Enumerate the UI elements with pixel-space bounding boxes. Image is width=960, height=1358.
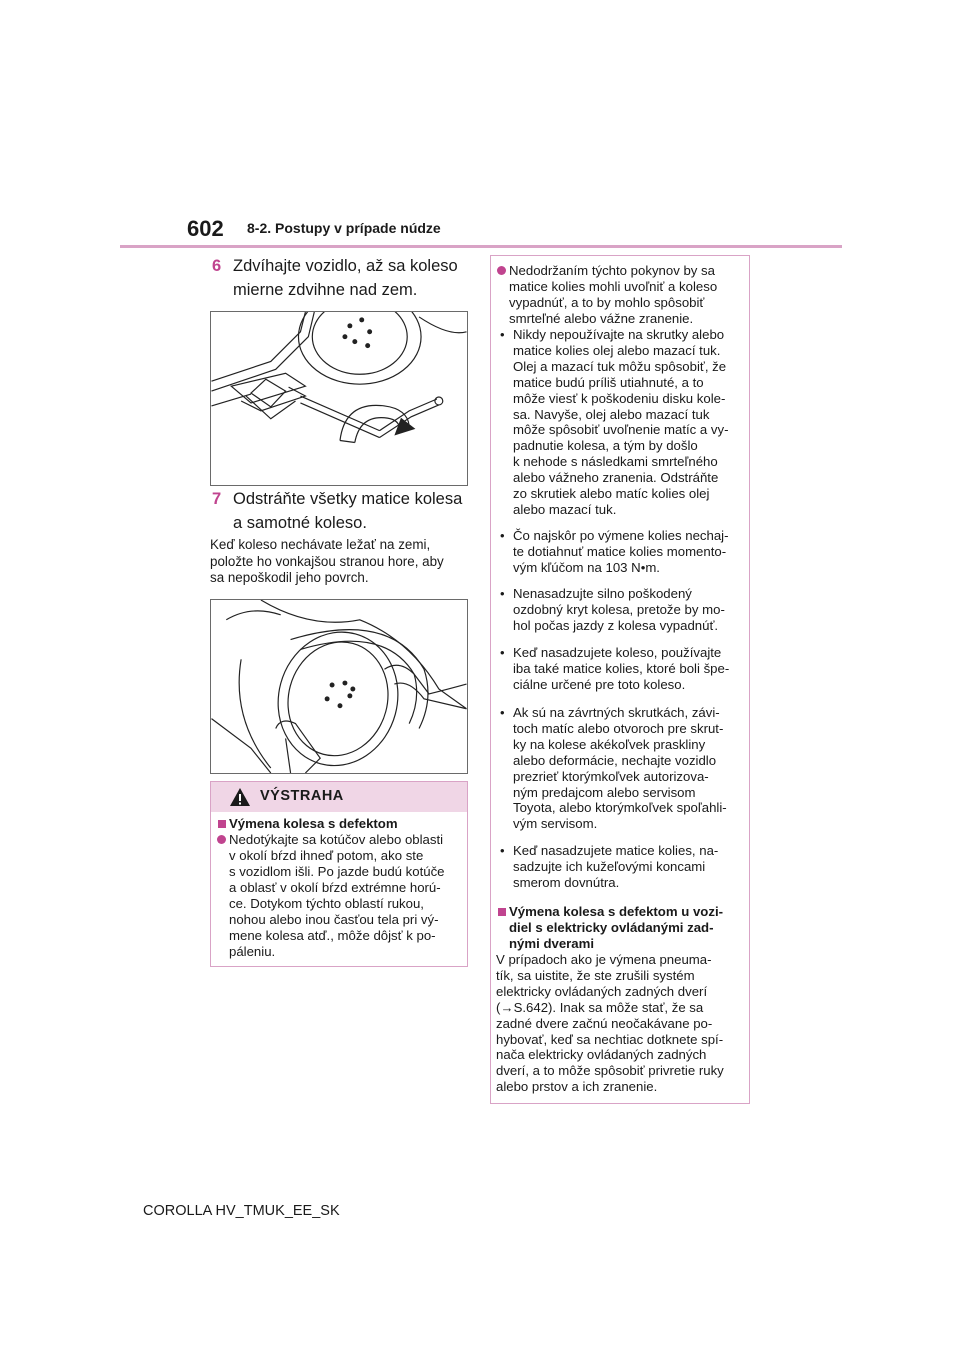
text-line: Nedodržaním týchto pokynov by sa <box>509 263 715 278</box>
text-line: zadné dvere začnú neočakávane po- <box>496 1015 713 1031</box>
text-line: elektricky ovládaných zadných dverí <box>496 983 708 999</box>
text-line: sadzujte ich kužeľovými koncami <box>513 858 706 874</box>
warning-title: VÝSTRAHA <box>260 788 344 804</box>
text-line: ozdobný kryt kolesa, pretože by mo- <box>513 601 725 617</box>
step-7-line: Odstráňte všetky matice kolesa <box>233 490 463 508</box>
note-line: položte ho vonkajšou stranou hore, aby <box>210 553 444 569</box>
jack-illustration <box>210 311 468 486</box>
section-heading-line: Výmena kolesa s defektom u vozi- <box>509 904 724 919</box>
wheel-removal-drawing <box>211 600 467 773</box>
text-line: hybovať, keď sa nechtiac dotknete spí- <box>496 1031 724 1047</box>
list-bullet: • <box>500 528 505 543</box>
note-line: Keď koleso nechávate ležať na zemi, <box>210 537 431 552</box>
text-line: Olej a mazací tuk môžu spôsobiť, že <box>513 358 727 374</box>
text-line: alebo mazací tuk. <box>513 501 617 517</box>
step-7-number: 7 <box>212 490 222 508</box>
warning-line: v okolí bŕzd ihneď potom, ako ste <box>229 848 424 863</box>
text-line: toch matíc alebo otvoroch pre skrut- <box>513 720 724 736</box>
step-6-number: 6 <box>212 257 222 275</box>
list-bullet: • <box>500 705 505 720</box>
text-line: alebo deformácie, nechajte vozidlo <box>513 752 717 768</box>
warning-content <box>216 816 466 966</box>
text-line: smerom dovnútra. <box>513 874 620 890</box>
list-bullet: • <box>500 645 505 660</box>
warning-line: nohou alebo inou časťou tela pri vý- <box>229 912 439 927</box>
page-number: 602 <box>187 216 224 241</box>
square-bullet-icon <box>218 820 226 828</box>
text-line: matice budú príliš utiahnuté, a to <box>513 374 704 390</box>
text-line: alebo vážneho zranenia. Odstráňte <box>513 470 719 486</box>
section-heading-line: diel s elektricky ovládanými zad- <box>509 919 714 935</box>
warning-heading: Výmena kolesa s defektom <box>229 816 398 831</box>
step-7 <box>212 488 472 534</box>
cross-reference-link[interactable]: (→S.642). Inak sa môže stať, že sa <box>496 999 704 1015</box>
text-line: iba také matice kolies, ktoré boli špe- <box>513 660 730 676</box>
step-6-line: mierne zdvihne nad zem. <box>233 281 418 299</box>
circle-bullet-icon <box>497 266 506 275</box>
step-6 <box>212 255 472 301</box>
warning-continuation-box <box>490 255 750 1104</box>
list-bullet: • <box>500 586 505 601</box>
warning-continuation-content <box>496 263 748 1103</box>
text-line: Ak sú na závrtných skrutkách, závi- <box>513 705 720 720</box>
text-line: padnutie kolesa, a tým by došlo <box>513 438 698 454</box>
warning-line: Nedotýkajte sa kotúčov alebo oblasti <box>229 832 444 847</box>
circle-bullet-icon <box>217 835 226 844</box>
jack-illustration-drawing <box>211 312 467 485</box>
warning-line: mene kolesa atď., môže dôjsť k po- <box>229 928 436 943</box>
text-line: Keď nasadzujete koleso, používajte <box>513 645 722 660</box>
text-line: matice kolies mohli uvoľniť a koleso <box>509 278 718 294</box>
warning-line: ce. Dotykom týchto oblastí rukou, <box>229 896 424 911</box>
text-line: Keď nasadzujete matice kolies, na- <box>513 843 719 858</box>
text-line: ciálne určené pre toto koleso. <box>513 676 686 692</box>
list-bullet: • <box>500 327 505 342</box>
warning-triangle-icon <box>229 787 251 807</box>
text-line: vým servisom. <box>513 816 598 832</box>
text-line: môže viesť k poškodeniu disku kole- <box>513 390 726 406</box>
section-heading-line: nými dverami <box>509 935 595 951</box>
warning-line: s vozidlom išli. Po jazde budú kotúče <box>229 864 445 879</box>
text-line: alebo prstov a ich zranenie. <box>496 1079 658 1095</box>
text-line: nača elektricky ovládaných zadných <box>496 1047 707 1063</box>
text-line: môže spôsobiť uvoľnenie matíc a vy- <box>513 422 729 438</box>
step-6-line: Zdvíhajte vozidlo, až sa koleso <box>233 257 458 275</box>
text-line: te dotiahnuť matice kolies momento- <box>513 543 727 559</box>
text-line: sa. Navyše, olej alebo mazací tuk <box>513 406 710 422</box>
section-title: 8-2. Postupy v prípade núdze <box>247 220 441 236</box>
text-line: Nikdy nepoužívajte na skrutky alebo <box>513 327 725 342</box>
text-line: ky na kolese akékoľvek praskliny <box>513 736 706 752</box>
text-line: ným predajcom alebo servisom <box>513 784 696 800</box>
header-divider <box>120 245 842 248</box>
text-line: vým kľúčom na 103 N•m. <box>513 559 660 575</box>
footer-model-code: COROLLA HV_TMUK_EE_SK <box>143 1203 340 1219</box>
wheel-removal-illustration <box>210 599 468 774</box>
warning-header <box>211 782 467 812</box>
text-line: dverí, a to môže spôsobiť privretie ruky <box>496 1063 724 1079</box>
tire-note <box>210 537 472 589</box>
text-line: smrteľné alebo vážne zranenie. <box>509 310 694 326</box>
note-line: sa nepoškodil jeho povrch. <box>210 570 369 585</box>
warning-line: páleniu. <box>229 944 276 959</box>
text-line: Toyota, alebo ktorýmkoľvek spoľahli- <box>513 800 727 816</box>
text-line: V prípadoch ako je výmena pneuma- <box>496 952 712 967</box>
step-7-line: a samotné koleso. <box>233 514 367 532</box>
text-line: Nenasadzujte silno poškodený <box>513 586 692 601</box>
text-line: hol počas jazdy z kolesa vypadnúť. <box>513 617 719 633</box>
warning-line: a oblasť v okolí bŕzd extrémne horú- <box>229 880 441 895</box>
list-bullet: • <box>500 843 505 858</box>
text-line: zo skrutiek alebo matíc kolies olej <box>513 486 710 501</box>
warning-box <box>210 781 468 967</box>
text-line: Čo najskôr po výmene kolies nechaj- <box>513 528 729 543</box>
text-line: vypadnúť, a to by mohlo spôsobiť <box>509 294 705 310</box>
text-line: k nehode s následkami smrteľného <box>513 454 718 470</box>
square-bullet-icon <box>498 908 506 916</box>
text-line: matice kolies olej alebo mazací tuk. <box>513 342 721 358</box>
text-line: prezrieť ktorýmkoľvek autorizova- <box>513 768 709 784</box>
text-line: tík, sa uistite, že ste zrušili systém <box>496 967 695 983</box>
